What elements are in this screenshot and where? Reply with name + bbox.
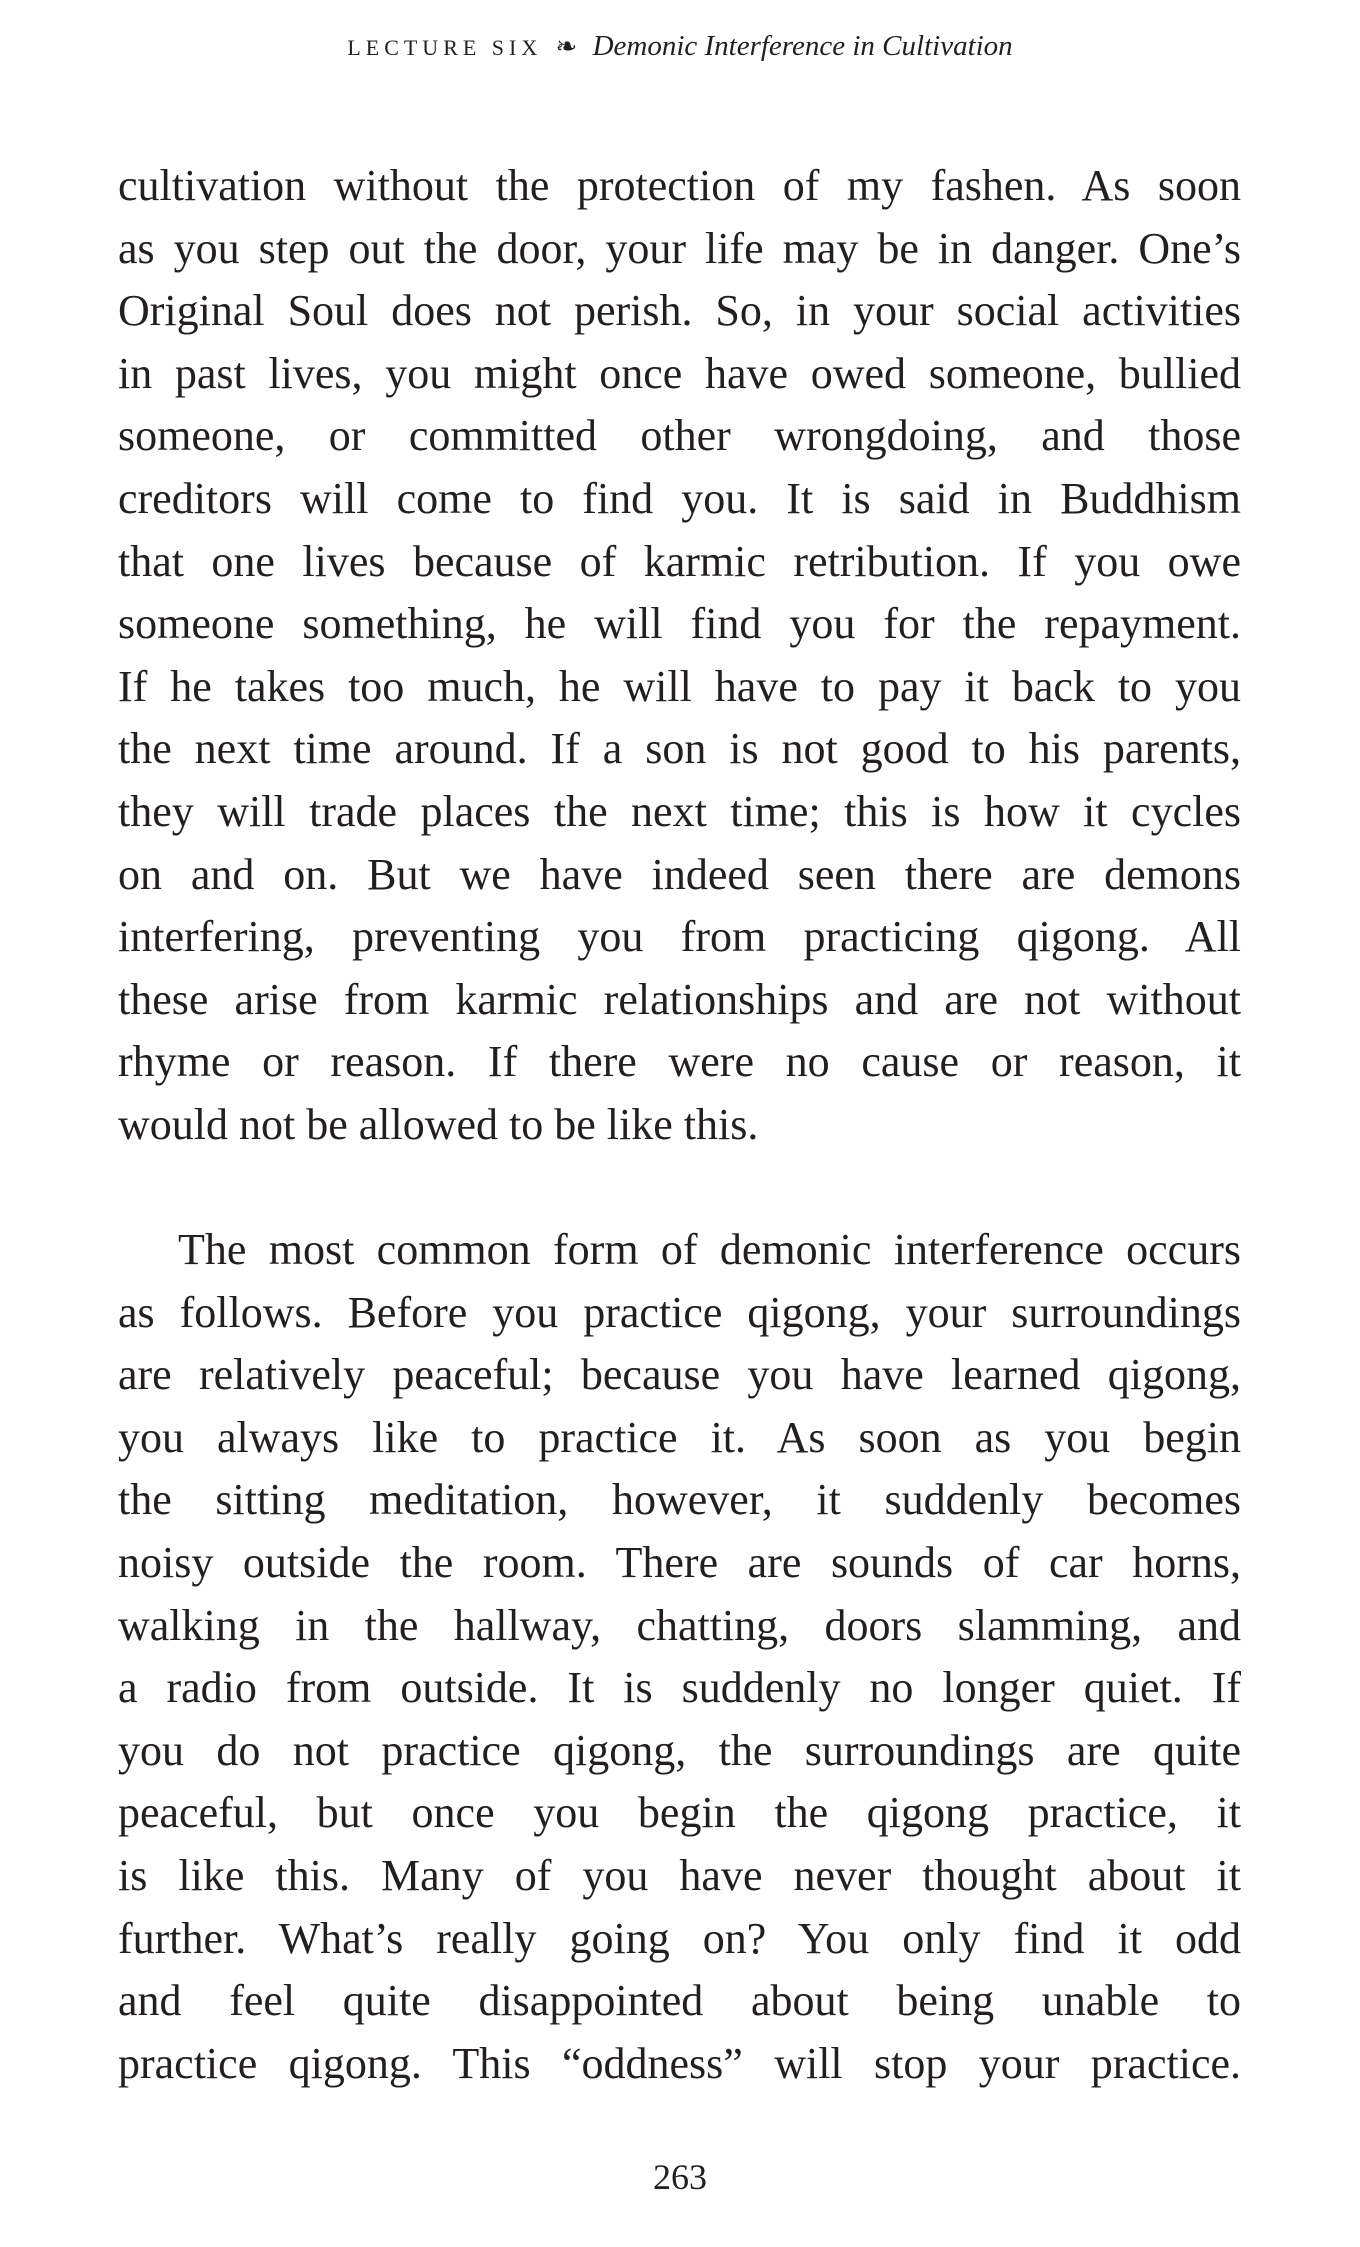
body-text <box>118 155 1241 2095</box>
text-line: that one lives because of karmic retribution. If you owe <box>118 536 1241 586</box>
text-line: you always like to practice it. As soon as you begin <box>118 1412 1241 1462</box>
running-head-section: LECTURE SIX <box>347 35 543 60</box>
paragraph <box>118 1219 1241 2095</box>
text-line: as you step out the door, your life may be in danger. One’s <box>118 223 1241 273</box>
text-line: as follows. Before you practice qigong, your surroundings <box>118 1287 1241 1337</box>
text-line: cultivation without the protection of my fashen. As soon <box>118 161 1241 210</box>
text-line: walking in the hallway, chatting, doors slamming, and <box>118 1600 1241 1650</box>
text-line: are relatively peaceful; because you have learned qigong, <box>118 1350 1241 1400</box>
text-line: If he takes too much, he will have to pay it back to you <box>118 661 1241 711</box>
text-line: would not be allowed to be like this. <box>118 1099 759 1149</box>
text-line: noisy outside the room. There are sounds of car horns, <box>118 1538 1241 1588</box>
text-line: a radio from outside. It is suddenly no longer quiet. If <box>118 1663 1241 1713</box>
text-line: the next time around. If a son is not good to his parents, <box>118 724 1241 774</box>
text-line: further. What’s really going on? You only find it odd <box>118 1913 1241 1963</box>
paragraph <box>118 155 1241 1157</box>
text-line: is like this. Many of you have never thought about it <box>118 1851 1241 1901</box>
page-number: 263 <box>653 2157 707 2197</box>
text-line: someone, or committed other wrongdoing, and those <box>118 411 1241 461</box>
text-line: rhyme or reason. If there were no cause or reason, it <box>118 1037 1241 1087</box>
text-line: someone something, he will find you for the repayment. <box>118 599 1241 649</box>
text-line: peaceful, but once you begin the qigong practice, it <box>118 1788 1241 1838</box>
text-line: these arise from karmic relationships and are not without <box>118 974 1241 1024</box>
text-line: on and on. But we have indeed seen there are demons <box>118 849 1241 899</box>
text-line: you do not practice qigong, the surroundings are quite <box>118 1725 1241 1775</box>
text-line: Original Soul does not perish. So, in your social activities <box>118 286 1241 336</box>
running-head-chapter-title: Demonic Interference in Cultivation <box>592 30 1013 62</box>
text-line: in past lives, you might once have owed someone, bullied <box>118 348 1241 398</box>
text-line: the sitting meditation, however, it suddenly becomes <box>118 1475 1241 1525</box>
text-line: they will trade places the next time; this is how it cycles <box>118 786 1241 836</box>
paragraph-spacer <box>118 1157 1241 1220</box>
text-line: creditors will come to find you. It is said in Buddhism <box>118 473 1241 523</box>
running-head <box>0 26 1360 68</box>
text-line: practice qigong. This “oddness” will stop your practice. <box>118 2038 1241 2088</box>
text-line: The most common form of demonic interference occurs <box>178 1225 1241 1275</box>
fleuron-icon: ❧ <box>555 32 578 61</box>
text-line: interfering, preventing you from practicing qigong. All <box>118 912 1241 962</box>
text-line: and feel quite disappointed about being unable to <box>118 1976 1241 2026</box>
